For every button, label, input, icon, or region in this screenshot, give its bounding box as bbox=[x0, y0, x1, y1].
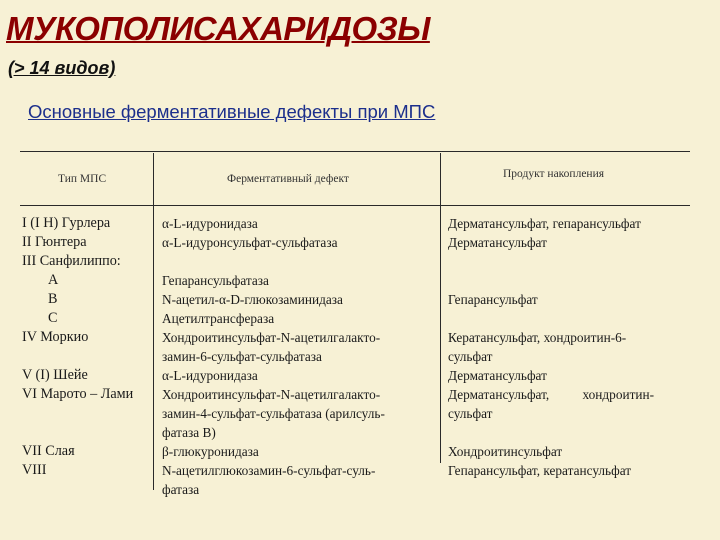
header-product: Продукт накопления bbox=[503, 168, 605, 180]
type-line bbox=[22, 347, 133, 366]
enzyme-line: замин-4-сульфат-сульфатаза (арилсуль- bbox=[162, 406, 385, 421]
header-type: Тип МПС bbox=[58, 173, 107, 185]
enzyme-line: β-глюкуронидаза bbox=[162, 444, 259, 459]
type-line: C bbox=[48, 310, 58, 326]
enzyme-line: Гепарансульфатаза bbox=[162, 273, 269, 288]
enzyme-line: N-ацетилглюкозамин-6-сульфат-суль- bbox=[162, 463, 376, 478]
enzyme-line: Хондроитинсульфат-N-ацетилгалакто- bbox=[162, 330, 381, 345]
product-line: Дерматансульфат bbox=[448, 235, 547, 250]
product-line: сульфат bbox=[448, 406, 493, 421]
enzyme-line: фатаза bbox=[162, 482, 200, 497]
type-line: IV Моркио bbox=[22, 329, 89, 345]
type-line: VI Марото – Лами bbox=[22, 386, 134, 402]
enzyme-line: Ацетилтрансфераза bbox=[162, 311, 275, 326]
type-line bbox=[22, 404, 133, 423]
column-enzyme bbox=[162, 214, 385, 499]
type-line: VIII bbox=[22, 462, 47, 478]
product-line: Дерматансульфат, гепарансульфат bbox=[448, 216, 641, 231]
slide-heading: Основные ферментативные дефекты при МПС bbox=[28, 101, 436, 122]
enzyme-line: замин-6-сульфат-сульфатаза bbox=[162, 349, 322, 364]
type-line: V (I) Шейе bbox=[22, 367, 88, 383]
table-column-divider-2 bbox=[440, 153, 441, 463]
type-line: A bbox=[48, 272, 59, 288]
product-line: Хондроитинсульфат bbox=[448, 444, 563, 459]
enzyme-line: α-L-идуронидаза bbox=[162, 368, 258, 383]
enzyme-line: α-L-идуронидаза bbox=[162, 216, 258, 231]
table-top-rule bbox=[20, 151, 690, 152]
product-line: Гепарансульфат, кератансульфат bbox=[448, 463, 632, 478]
column-product bbox=[448, 214, 654, 480]
enzyme-line: фатаза В) bbox=[162, 425, 216, 440]
enzyme-line: α-L-идуронсульфат-сульфатаза bbox=[162, 235, 338, 250]
product-line bbox=[448, 252, 654, 271]
product-line: Кератансульфат, хондроитин-6- bbox=[448, 330, 627, 345]
product-line: сульфат bbox=[448, 349, 493, 364]
type-line: B bbox=[48, 291, 58, 307]
product-line: Дерматансульфат bbox=[448, 368, 547, 383]
type-line: II Гюнтера bbox=[22, 234, 87, 250]
product-line: Дерматансульфат, хондроитин- bbox=[448, 387, 655, 402]
enzyme-line: N-ацетил-α-D-глюкозаминидаза bbox=[162, 292, 343, 307]
enzyme-line: Хондроитинсульфат-N-ацетилгалакто- bbox=[162, 387, 381, 402]
product-line: Гепарансульфат bbox=[448, 292, 538, 307]
product-line bbox=[448, 423, 654, 442]
product-line bbox=[448, 271, 654, 290]
header-enzyme: Ферментативный дефект bbox=[227, 173, 349, 185]
enzyme-line bbox=[162, 252, 385, 271]
type-line: VII Слая bbox=[22, 443, 75, 459]
product-line bbox=[448, 309, 654, 328]
table-column-divider-1 bbox=[153, 153, 154, 490]
type-line bbox=[22, 423, 133, 442]
slide-subtitle: (> 14 видов) bbox=[8, 58, 116, 78]
column-type bbox=[22, 214, 133, 480]
type-line: III Санфилиппо: bbox=[22, 253, 121, 269]
slide-title: МУКОПОЛИСАХАРИДОЗЫ bbox=[6, 10, 430, 47]
type-line: I (I H) Гурлера bbox=[22, 215, 111, 231]
table-header-rule bbox=[20, 205, 690, 206]
